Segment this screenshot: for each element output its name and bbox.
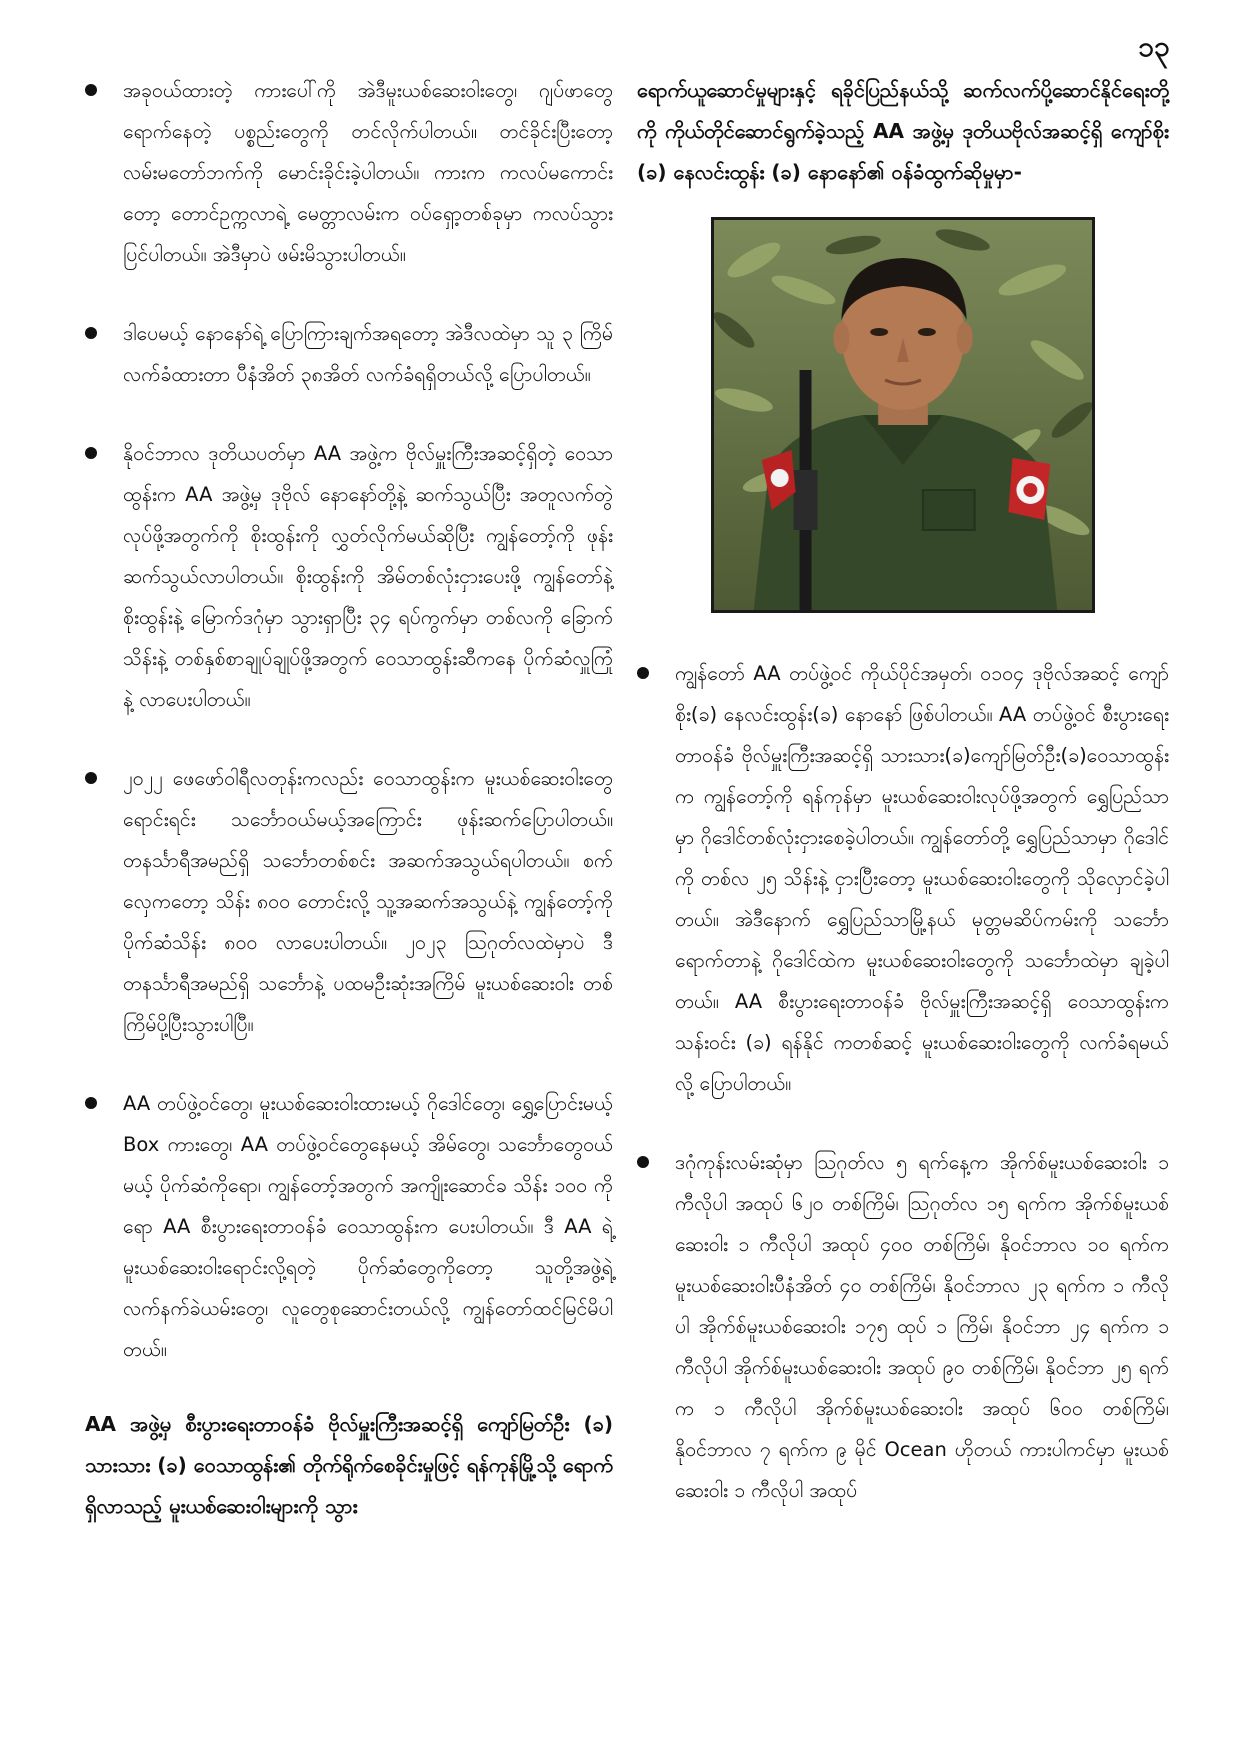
right-column xyxy=(637,70,1169,1549)
list-item xyxy=(85,70,613,275)
bullet-icon xyxy=(85,327,97,339)
left-bullet-list xyxy=(85,70,613,1370)
bullet-text: နိုဝင်ဘာလ ဒုတိယပတ်မှာ AA အဖွဲ့က ဗိုလ်မှူးကြီးအဆင့်ရှိတဲ့ ဝေသာထွန်းက AA အဖွဲ့မှ ဒုဗိုလ် နောနော်တို့နဲ့ ဆက်သွယ်ပြီး အတူလက်တွဲလုပ်ဖို့အတွက်ကို စိုးထွန်းကို လွှတ်လိုက်မယ်ဆိုပြီး ကျွန်တော့်ကို ဖုန်းဆက်သွယ်လာပါတယ်။ စိုးထွန်းကို အိမ်တစ်လုံးငှားပေးဖို့ ကျွန်တော်နဲ့ စိုးထွန်းနဲ့ မြောက်ဒဂုံမှာ သွားရှာပြီး ၃၄ ရပ်ကွက်မှာ တစ်လကို ခြောက်သိန်းနဲ့ တစ်နှစ်စာချုပ်ချုပ်ဖို့အတွက် ဝေသာထွန်းဆီကနေ ပိုက်ဆံလှူကြုံနဲ့ လာပေးပါတယ်။ xyxy=(123,442,613,711)
bullet-icon xyxy=(85,772,97,784)
bullet-icon xyxy=(637,1156,649,1168)
list-item xyxy=(85,433,613,720)
bullet-icon xyxy=(85,84,97,96)
bullet-text: ဒဂုံကုန်းလမ်းဆုံမှာ ဩဂုတ်လ ၅ ရက်နေ့က အိုက်စ်မူးယစ်ဆေးဝါး ၁ ကီလိုပါ အထုပ် ၆၂၀ တစ်ကြိမ်၊ ဩဂုတ်လ ၁၅ ရက်က အိုက်စ်မူးယစ်ဆေးဝါး ၁ ကီလိုပါ အထုပ် ၄၀၀ တစ်ကြိမ်၊ နိုဝင်ဘာလ ၁၀ ရက်က မူးယစ်ဆေးဝါးပီနံအိတ် ၄၀ တစ်ကြိမ်၊ နိုဝင်ဘာလ ၂၃ ရက်က ၁ ကီလိုပါ အိုက်စ်မူးယစ်ဆေးဝါး ၁၇၅ ထုပ် ၁ ကြိမ်၊ နိုဝင်ဘာ ၂၄ ရက်က ၁ ကီလိုပါ အိုက်စ်မူးယစ်ဆေးဝါး အထုပ် ၉၀ တစ်ကြိမ်၊ နိုဝင်ဘာ ၂၅ ရက်က ၁ ကီလိုပါ အိုက်စ်မူးယစ်ဆေးဝါး အထုပ် ၆၀၀ တစ်ကြိမ်၊ နိုဝင်ဘာလ ၇ ရက်က ၉ မိုင် Ocean ဟိုတယ် ကားပါကင်မှာ မူးယစ်ဆေးဝါး ၁ ကီလိုပါ အထုပ် xyxy=(675,1151,1169,1502)
list-item xyxy=(637,1142,1169,1511)
list-item xyxy=(85,758,613,1045)
suspect-photo xyxy=(711,217,1095,613)
summary-paragraph: AA အဖွဲ့မှ စီးပွားရေးတာဝန်ခံ ဗိုလ်မှူးကြီးအဆင့်ရှိ ကျော်မြတ်ဦး (ခ) သားသား (ခ) ဝေသာထွန်း၏ တိုက်ရိုက်စေခိုင်းမှုဖြင့် ရန်ကုန်မြို့သို့ ရောက်ရှိလာသည့် မူးယစ်ဆေးဝါးများကို သွား xyxy=(85,1412,613,1518)
portrait-image xyxy=(714,220,1092,610)
bullet-text: ၂၀၂၂ ဖေဖော်ဝါရီလတုန်းကလည်း ဝေသာထွန်းက မူးယစ်ဆေးဝါးတွေ ရောင်းရင်း သင်္ဘောဝယ်မယ့်အကြောင်း ဖုန်းဆက်ပြောပါတယ်။ တနင်္သာရီအမည်ရှိ သင်္ဘောတစ်စင်း အဆက်အသွယ်ရပါတယ်။ စက်လှေကတော့ သိန်း ၈၀၀ တောင်းလို့ သူ့အဆက်အသွယ်နဲ့ ကျွန်တော့်ကို ပိုက်ဆံသိန်း ၈၀၀ လာပေးပါတယ်။ ၂၀၂၃ ဩဂုတ်လထဲမှာပဲ ဒီတနင်္သာရီအမည်ရှိ သင်္ဘောနဲ့ ပထမဦးဆုံးအကြိမ် မူးယစ်ဆေးဝါး တစ်ကြိမ်ပို့ပြီးသွားပါပြီ။ xyxy=(123,767,613,1036)
list-item xyxy=(85,313,613,395)
bullet-icon xyxy=(85,447,97,459)
bullet-icon xyxy=(637,667,649,679)
bullet-text: ဒါပေမယ့် နောနော်ရဲ့ ပြောကြားချက်အရတော့ အဲဒီလထဲမှာ သူ ၃ ကြိမ် လက်ခံထားတာ ပီနံအိတ် ၃၈အိတ် လက်ခံရရှိတယ်လို့ ပြောပါတယ်။ xyxy=(123,322,613,386)
left-column xyxy=(85,70,613,1527)
bullet-text: အခုဝယ်ထားတဲ့ ကားပေါ်ကို အဲဒီမူးယစ်ဆေးဝါးတွေ၊ ဂျပ်ဖာတွေ ရောက်နေတဲ့ ပစ္စည်းတွေကို တင်လိုက်ပါတယ်။ တင်ခိုင်းပြီးတော့ လမ်းမတော်ဘက်ကို မောင်းခိုင်းခဲ့ပါတယ်။ ကားက ကလပ်မကောင်းတော့ တောင်ဥက္ကလာရဲ့ မေတ္တာလမ်းက ဝပ်ရှော့တစ်ခုမှာ ကလပ်သွားပြင်ပါတယ်။ အဲဒီမှာပဲ ဖမ်းမိသွားပါတယ်။ xyxy=(123,79,613,266)
right-bullet-list xyxy=(637,653,1169,1511)
bullet-icon xyxy=(85,1097,97,1109)
bullet-text: AA တပ်ဖွဲ့ဝင်တွေ၊ မူးယစ်ဆေးဝါးထားမယ့် ဂိုဒေါင်တွေ၊ ရွှေ့ပြောင်းမယ့် Box ကားတွေ၊ AA တပ်ဖွဲ့ဝင်တွေနေမယ့် အိမ်တွေ၊ သင်္ဘောတွေဝယ်မယ့် ပိုက်ဆံကိုရော၊ ကျွန်တော့်အတွက် အကျိုးဆောင်ခ သိန်း ၁၀၀ ကိုရော AA စီးပွားရေးတာဝန်ခံ ဝေသာထွန်းက ပေးပါတယ်။ ဒီ AA ရဲ့ မူးယစ်ဆေးဝါးရောင်းလို့ရတဲ့ ပိုက်ဆံတွေကိုတော့ သူတို့အဖွဲ့ရဲ့ လက်နက်ခဲယမ်းတွေ၊ လူတွေစုဆောင်းတယ်လို့ ကျွန်တော်ထင်မြင်မိပါတယ်။ xyxy=(123,1092,613,1361)
statement-intro-paragraph: ရောက်ယူဆောင်မှုများနှင့် ရခိုင်ပြည်နယ်သို့ ဆက်လက်ပို့ဆောင်နိုင်ရေးတို့ကို ကိုယ်တိုင်ဆောင်ရွက်ခဲ့သည့် AA အဖွဲ့မှ ဒုတိယဗိုလ်အဆင့်ရှိ ကျော်စိုး (ခ) နေလင်းထွန်း (ခ) နောနော်၏ ဝန်ခံထွက်ဆိုမှုမှာ- xyxy=(637,78,1169,184)
shoulder-patch-right xyxy=(1008,458,1050,520)
page-number: ၁၃ xyxy=(1138,30,1170,63)
bullet-text: ကျွန်တော် AA တပ်ဖွဲ့ဝင် ကိုယ်ပိုင်အမှတ်၊ ၀၁၀၄ ဒုဗိုလ်အဆင့် ကျော်စိုး(ခ) နေလင်းထွန်း(ခ) နောနော် ဖြစ်ပါတယ်။ AA တပ်ဖွဲ့ဝင် စီးပွားရေးတာဝန်ခံ ဗိုလ်မှူးကြီးအဆင့်ရှိ သားသား(ခ)ကျော်မြတ်ဦး(ခ)ဝေသာထွန်းက ကျွန်တော့်ကို ရန်ကုန်မှာ မူးယစ်ဆေးဝါးလုပ်ဖို့အတွက် ရွှေပြည်သာမှာ ဂိုဒေါင်တစ်လုံးငှားစေခဲ့ပါတယ်။ ကျွန်တော်တို့ ရွှေပြည်သာမှာ ဂိုဒေါင်ကို တစ်လ ၂၅ သိန်းနဲ့ ငှားပြီးတော့ မူးယစ်ဆေးဝါးတွေကို သိုလှောင်ခဲ့ပါတယ်။ အဲဒီနောက် ရွှေပြည်သာမြို့နယ် မုတ္တမဆိပ်ကမ်းကို သင်္ဘောရောက်တာနဲ့ ဂိုဒေါင်ထဲက မူးယစ်ဆေးဝါးတွေကို သင်္ဘောထဲမှာ ချခဲ့ပါတယ်။ AA စီးပွားရေးတာဝန်ခံ ဗိုလ်မှူးကြီးအဆင့်ရှိ ဝေသာထွန်းက သန်းဝင်း (ခ) ရန်နိုင် ကတစ်ဆင့် မူးယစ်ဆေးဝါးတွေကို လက်ခံရမယ်လို့ ပြောပါတယ်။ xyxy=(675,662,1169,1095)
list-item xyxy=(85,1083,613,1370)
list-item xyxy=(637,653,1169,1104)
